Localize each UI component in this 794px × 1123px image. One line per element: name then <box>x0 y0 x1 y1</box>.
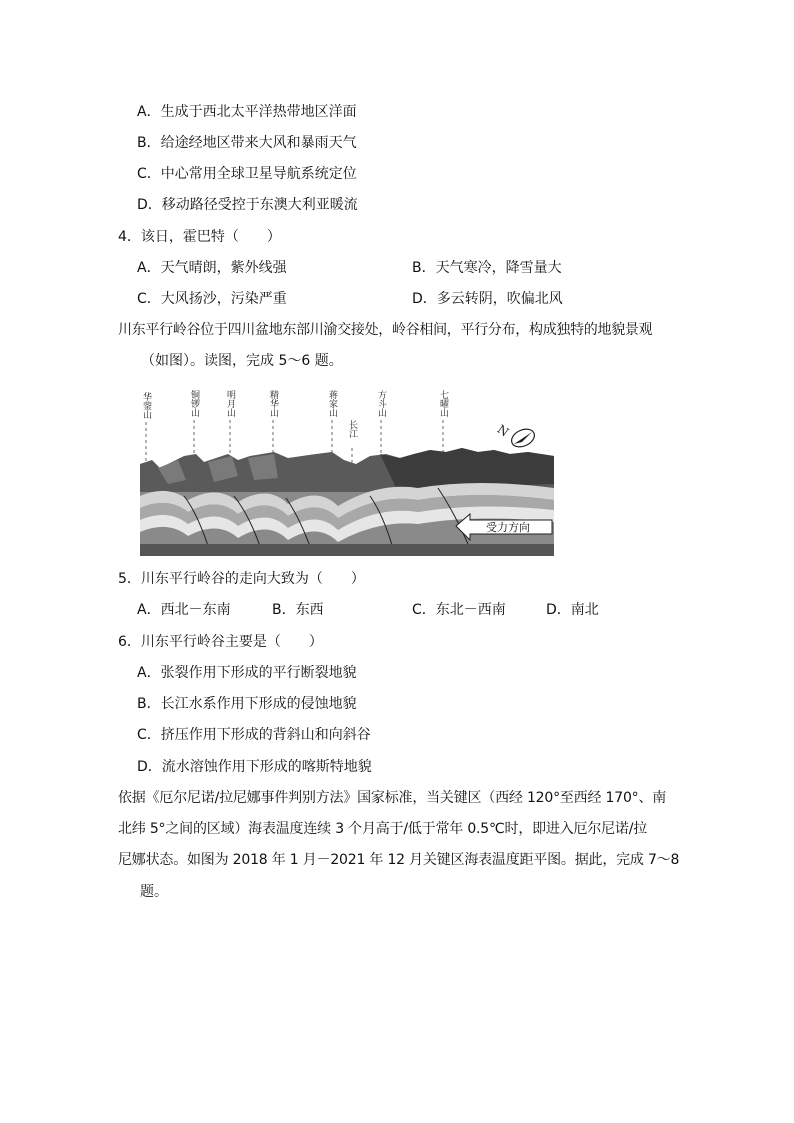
q6-option-b: B．长江水系作用下形成的侵蚀地貌 <box>137 696 357 712</box>
river-label-changjiang: 长江 <box>347 420 357 438</box>
q4-option-b: B．天气寒冷，降雪量大 <box>412 260 562 276</box>
q5-option-d: D．南北 <box>546 602 599 618</box>
q3-option-d: D．移动路径受控于东澳大利亚暖流 <box>137 197 358 213</box>
svg-text:受力方向: 受力方向 <box>486 521 530 534</box>
intro-7-8-line3: 尼娜状态。如图为 2018 年 1 月－2021 年 12 月关键区海表温度距平图。据此，完成 7～8 <box>118 852 680 868</box>
q3-option-c: C．中心常用全球卫星导航系统定位 <box>137 166 357 182</box>
q6-stem: 6．川东平行岭谷主要是（ ） <box>118 634 323 650</box>
mountain-label-fangdou: 方斗山 <box>376 390 386 417</box>
q4-stem: 4．该日，霍巴特（ ） <box>118 229 281 245</box>
mountain-label-jinghua: 精华山 <box>268 390 278 417</box>
mountain-label-jiangjia: 蒋家山 <box>327 390 337 417</box>
q4-option-d: D．多云转阴，吹偏北风 <box>412 291 563 307</box>
q6-option-d: D．流水溶蚀作用下形成的喀斯特地貌 <box>137 759 372 775</box>
q3-option-b: B．给途经地区带来大风和暴雨天气 <box>137 135 357 151</box>
north-arrow-icon <box>495 422 538 450</box>
mountain-label-huaying: 华蓥山 <box>141 392 151 419</box>
mountain-label-tongluo: 铜锣山 <box>189 390 199 417</box>
q3-option-a: A．生成于西北太平洋热带地区洋面 <box>137 104 357 120</box>
mountain-labels <box>141 389 449 439</box>
mountain-label-qiyao: 七曜山 <box>438 390 448 417</box>
q4-option-c: C．大风扬沙，污染严重 <box>137 291 287 307</box>
q5-option-c: C．东北－西南 <box>412 602 506 618</box>
q5-option-a: A．西北－东南 <box>137 602 231 618</box>
q5-stem: 5．川东平行岭谷的走向大致为（ ） <box>118 571 365 587</box>
q6-option-c: C．挤压作用下形成的背斜山和向斜谷 <box>137 727 371 743</box>
q4-option-a: A．天气晴朗，紫外线强 <box>137 260 287 276</box>
intro-7-8-line1: 依据《厄尔尼诺/拉尼娜事件判别方法》国家标准，当关键区（西经 120°至西经 170°、南 <box>118 790 667 806</box>
q5-option-b: B．东西 <box>272 602 324 618</box>
intro-7-8-line2: 北纬 5°之间的区域）海表温度连续 3 个月高于/低于常年 0.5℃时，即进入厄尔尼诺/拉 <box>118 821 648 837</box>
intro-5-6-line1: 川东平行岭谷位于四川盆地东部川渝交接处，岭谷相间，平行分布，构成独特的地貌景观 <box>118 322 653 338</box>
q6-option-a: A．张裂作用下形成的平行断裂地貌 <box>137 665 357 681</box>
ridge-valley-figure <box>138 384 556 556</box>
intro-5-6-line2: （如图）。读图，完成 5～6 题。 <box>141 353 343 369</box>
intro-7-8-line4: 题。 <box>140 884 168 900</box>
svg-text:N: N <box>494 421 512 440</box>
mountain-label-mingyue: 明月山 <box>225 390 235 417</box>
